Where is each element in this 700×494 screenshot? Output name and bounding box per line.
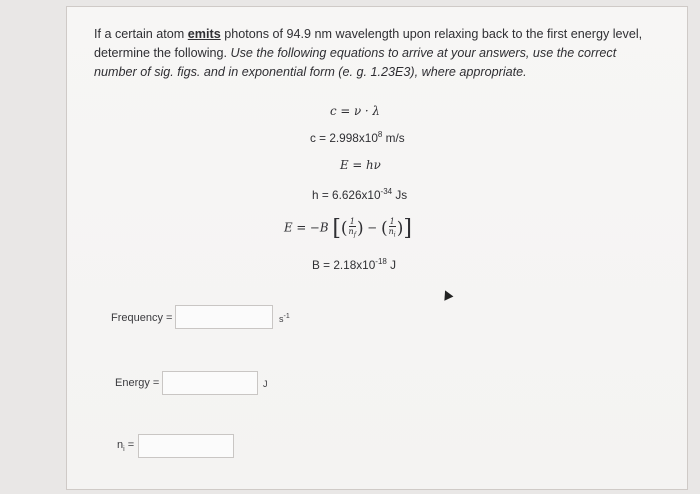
rydberg-bracket-right: ] xyxy=(403,216,412,241)
frequency-label: Frequency = xyxy=(111,312,173,324)
frequency-unit-exponent: -1 xyxy=(283,313,290,320)
intro-emits: emits xyxy=(187,27,221,41)
rydberg-fraction-initial xyxy=(389,217,396,240)
rydberg-paren-1-left: ( xyxy=(340,218,348,239)
h-value-exponent: -34 xyxy=(380,187,393,197)
fraction-final-sub: f xyxy=(353,231,356,239)
equation-c-nu-lambda: c = ν · λ xyxy=(330,104,380,118)
fraction-initial-sub: i xyxy=(393,231,396,239)
rydberg-lhs: E = −B xyxy=(284,220,329,235)
ni-label xyxy=(117,439,134,453)
energy-input[interactable] xyxy=(162,371,258,395)
rydberg-paren-2-left: ( xyxy=(380,218,388,239)
ni-label-sub: i xyxy=(123,446,125,454)
rydberg-fraction-final xyxy=(349,217,356,240)
equation-e-hv: E = hν xyxy=(340,158,381,172)
fraction-initial-denominator xyxy=(389,227,396,240)
frequency-unit-base: s xyxy=(279,314,284,324)
h-value-text: h = 6.626x10 xyxy=(312,188,381,202)
c-value-exponent: 8 xyxy=(377,130,383,140)
rydberg-paren-2-right: ) xyxy=(396,218,404,239)
b-value-exponent: -18 xyxy=(375,257,387,267)
equation-b-value xyxy=(312,258,396,272)
equation-c-value xyxy=(310,131,405,145)
intro-part1: If a certain atom xyxy=(94,27,188,41)
b-value-text: B = 2.18x10 xyxy=(312,258,376,272)
energy-label: Energy = xyxy=(115,377,160,389)
frequency-input[interactable] xyxy=(175,305,273,329)
equation-h-value xyxy=(312,188,407,202)
frequency-unit xyxy=(279,314,290,324)
b-value-unit: J xyxy=(386,258,397,272)
ni-label-eq: = xyxy=(124,439,135,451)
fraction-final-denominator xyxy=(349,227,356,240)
intro-part2: photons of 94.9 nm wavelength upon relaxing back to the first energy level, determine the following. xyxy=(94,27,643,60)
rydberg-bracket-left: [ xyxy=(332,216,341,241)
intro-instructions: Use the following equations to arrive at your answers, use the correct number of sig. figs. and in exponential form (e. g. 1.23E3), where appropriate. xyxy=(94,46,617,79)
rydberg-minus: − xyxy=(367,220,378,235)
rydberg-paren-1-right: ) xyxy=(356,218,364,239)
fraction-final-n: n xyxy=(348,227,354,237)
fraction-initial-n: n xyxy=(388,227,394,237)
question-text xyxy=(94,25,654,82)
fraction-final-numerator: 1 xyxy=(349,217,355,227)
energy-unit: J xyxy=(263,379,268,389)
c-value-text: c = 2.998x10 xyxy=(310,131,378,145)
fraction-initial-numerator: 1 xyxy=(389,217,395,227)
c-value-unit: m/s xyxy=(382,131,405,145)
ni-input[interactable] xyxy=(138,434,234,458)
h-value-unit: Js xyxy=(392,188,408,202)
ni-label-n: n xyxy=(117,439,124,451)
equation-rydberg xyxy=(284,216,412,241)
